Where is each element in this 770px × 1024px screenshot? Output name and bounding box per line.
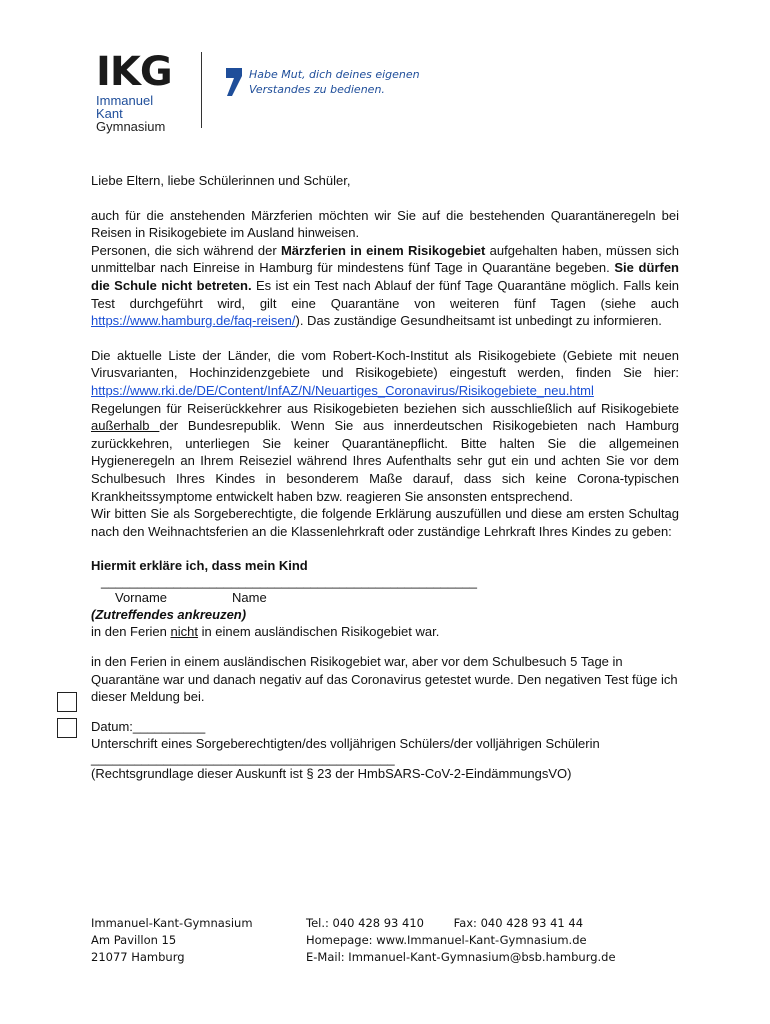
footer-street: Am Pavillon 15 [91, 933, 177, 947]
footer-school: Immanuel-Kant-Gymnasium [91, 916, 253, 930]
signature-label: Unterschrift eines Sorgeberechtigten/des volljährigen Schülers/der volljährigen Schülerin [91, 736, 600, 752]
name-label: Name [232, 589, 267, 605]
school-name-line1: Immanuel [96, 93, 154, 108]
paragraph-rki [91, 347, 679, 541]
option-not-risk-area [91, 623, 679, 641]
school-name-line2: Kant [96, 106, 123, 121]
school-motto [249, 67, 420, 97]
underline-ausserhalb: außerhalb [91, 418, 160, 434]
school-name-line3: Gymnasium [96, 119, 166, 134]
footer-tel: Tel.: 040 428 93 410 [306, 916, 424, 930]
text-run: Die aktuelle Liste der Länder, die vom Robert-Koch-Institut als Risikogebiete (Gebiete mit neuen Virusvarianten, Hochinzidenzgebiete und Risikogebiete) eingestuft werden, finden Sie hier: [91, 347, 679, 381]
footer-fax: Fax: 040 428 93 41 44 [453, 916, 584, 930]
option-risk-area-tested: in den Ferien in einem ausländischen Risikogebiet war, aber vor dem Schulbesuch 5 Tage in Quarantäne war und danach negativ auf das Coronavirus getestet wurde. Den negativen Test füge ich dieser Meldung bei. [91, 654, 678, 705]
text-run: der Bundesrepublik. Wenn Sie aus innerdeutschen Risikogebieten nach Hamburg zurückkehren, unterliegen Sie keiner Quarantänepflicht. Bitte halten Sie die allgemeinen Hygieneregeln an Ihrem Reiseziel während Ihres Aufenthalts sehr gut ein und achten Sie vor dem Schulbesuch Ihres Kindes in besonderem Maße darauf, dass sich keine Corona-typischen Krankheitssymptome entwickelt haben bzw. reagieren Sie ansonsten entsprechend. [91, 418, 680, 504]
footer-phone-row [306, 915, 616, 932]
text-run: Regelungen für Reiserückkehrer aus Risikogebieten beziehen sich ausschließlich auf Risikogebiete [91, 400, 679, 416]
footer-homepage: Homepage: www.Immanuel-Kant-Gymnasium.de [306, 933, 587, 947]
text-run: in einem ausländischen Risikogebiet war. [197, 624, 440, 640]
salutation: Liebe Eltern, liebe Schülerinnen und Schüler, [91, 173, 351, 188]
school-name [96, 94, 172, 133]
text-run: in den Ferien [91, 624, 171, 640]
bold-risk-area: Märzferien in einem Risikogebiet [280, 242, 486, 258]
school-logo [96, 49, 172, 134]
motto-line2: Verstandes zu bedienen. [249, 83, 385, 96]
header-divider [201, 52, 202, 128]
bold-no-school: Sie dürfen die Schule nicht betreten. [91, 260, 679, 293]
footer-address [91, 915, 253, 966]
letter-body [91, 172, 679, 783]
name-labels [91, 589, 679, 606]
paragraph-quarantine [91, 207, 679, 330]
declaration-heading: Hiermit erkläre ich, dass mein Kind [91, 558, 308, 574]
legal-basis: (Rechtsgrundlage dieser Auskunft ist § 23 der HmbSARS-CoV-2-EindämmungsVO) [91, 766, 572, 782]
date-field[interactable]: Datum:__________ [91, 718, 206, 734]
link-rki[interactable]: https://www.rki.de/DE/Content/InfAZ/N/Neuartiges_Coronavirus/Risikogebiete_neu.html [91, 382, 594, 398]
footer-contact [306, 915, 616, 966]
paragraph-intro: auch für die anstehenden Märzferien möchten wir Sie auf die bestehenden Quarantäneregeln bei Reisen in Risikogebiete im Ausland hinweisen. [91, 207, 679, 241]
footer-email: E-Mail: Immanuel-Kant-Gymnasium@bsb.hamburg.de [306, 950, 616, 964]
link-hamburg-faq[interactable]: https://www.hamburg.de/faq-reisen/ [91, 313, 296, 329]
name-fill-line[interactable]: ____________________________________________________ [101, 573, 477, 589]
checkbox-not-risk-area[interactable] [57, 692, 77, 712]
text-run: aufgehalten haben, müssen sich unmittelbar nach Einreise in Hamburg für mindestens fünf Tage in Quarantäne begeben. [91, 242, 679, 276]
checkbox-risk-area-tested[interactable] [57, 718, 77, 738]
text-run: Es ist ein Test nach Ablauf der fünf Tage Quarantäne möglich. Falls kein Test durchgeführt wird, gilt eine Quarantäne von weiteren fünf Tagen (siehe auch [91, 277, 679, 311]
instruction-text: (Zutreffendes ankreuzen) [91, 606, 247, 622]
text-run: ). Das zuständige Gesundheitsamt ist unbedingt zu informieren. [295, 313, 662, 329]
motto-line1: Habe Mut, dich deines eigenen [249, 68, 420, 81]
logo-text: IKG [96, 49, 172, 95]
underline-nicht: nicht [170, 624, 198, 640]
paragraph-request: Wir bitten Sie als Sorgeberechtigte, die folgende Erklärung auszufüllen und diese am ersten Schultag nach den Weihnachtsferien an die Klassenlehrkraft oder zuständige Lehrkraft Ihres Kindes zu geben: [91, 506, 679, 539]
vorname-label: Vorname [115, 589, 168, 605]
paragraph-returnees [91, 400, 679, 506]
text-run: Personen, die sich während der [91, 242, 281, 258]
footer-city: 21077 Hamburg [91, 950, 185, 964]
signature-line[interactable]: __________________________________________ [91, 751, 395, 767]
paragraph-rules [91, 242, 679, 330]
quote-mark-icon [226, 68, 242, 96]
